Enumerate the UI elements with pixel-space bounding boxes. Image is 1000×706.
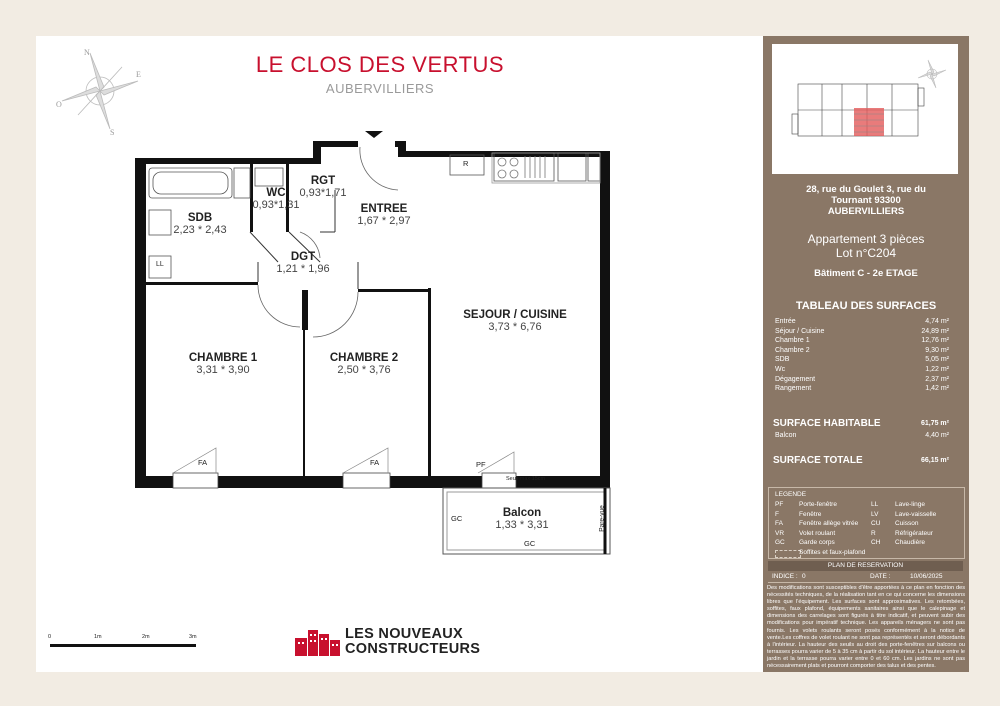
room-rgt: RGT 0,93*1,71 xyxy=(299,175,347,199)
surface-totale: SURFACE TOTALE 66,15 m² xyxy=(773,455,949,466)
brand-logo xyxy=(295,626,505,656)
room-dgt: DGT 1,21 * 1,96 xyxy=(276,251,330,275)
label-pf: PF xyxy=(476,460,486,469)
legend: LEGENDE PF F FA VR GC Porte-fenêtre Fenêtre Fenêtre allège vitrée Volet roulant Garde corps Soffites et faux-plafond LL LV CU R CH Lave-linge Lave-vaisselle Cuisson Réfrigérateur Chaudière xyxy=(768,487,965,559)
address-line-1: 28, rue du Goulet 3, rue du xyxy=(806,184,926,195)
room-entree: ENTREE 1,67 * 2,97 xyxy=(357,203,411,227)
label-gc-bottom: GC xyxy=(524,539,536,548)
room-chambre1: CHAMBRE 1 3,31 * 3,90 xyxy=(188,352,258,376)
address-line-2: Tournant 93300 xyxy=(831,195,901,206)
surface-row: Séjour / Cuisine 24,89 m² xyxy=(775,327,949,335)
project-city: AUBERVILLIERS xyxy=(325,81,435,96)
indice-label: INDICE : xyxy=(772,573,798,580)
date-label: DATE : xyxy=(870,573,891,580)
soffite-swatch-icon xyxy=(775,550,801,558)
entrance-arrow-icon xyxy=(365,131,383,138)
scale-bar: 0 1m 2m 3m xyxy=(48,634,196,654)
label-seuil: Seuil max 15cm xyxy=(506,476,546,482)
label-fa-1: FA xyxy=(198,458,208,467)
plan-band: PLAN DE RESERVATION xyxy=(768,561,963,571)
project-title: LE CLOS DES VERTUS xyxy=(255,52,505,77)
building-logo-icon xyxy=(295,626,341,656)
surfaces-table xyxy=(775,317,949,394)
surface-row: Entrée 4,74 m² xyxy=(775,318,949,325)
brand-line-1: LES NOUVEAUX xyxy=(345,626,464,642)
room-sdb: SDB 2,23 * 2,43 xyxy=(173,212,227,236)
surface-row: Rangement 1,42 m² xyxy=(775,385,949,393)
surface-row: Chambre 2 9,30 m² xyxy=(775,346,949,354)
reservation-block xyxy=(768,561,963,583)
label-r: R xyxy=(463,159,469,168)
compass-e: E xyxy=(136,70,141,79)
building-key-plan xyxy=(772,44,958,174)
address xyxy=(770,184,962,217)
label-fa-2: FA xyxy=(370,458,380,467)
apartment-info xyxy=(770,232,962,260)
address-line-3: AUBERVILLIERS xyxy=(827,206,905,217)
label-gc-left: GC xyxy=(451,514,463,523)
compass-s: S xyxy=(110,128,115,137)
surface-row: SDB 5,05 m² xyxy=(775,356,949,364)
compass-o: O xyxy=(56,100,62,109)
legend-title: LEGENDE xyxy=(775,491,807,498)
indice-value: 0 xyxy=(802,573,806,580)
surface-row: Chambre 1 12,76 m² xyxy=(775,337,949,345)
disclaimer: Des modifications sont susceptibles d'être apportées à ce plan en fonction des nécessités techniques, de la réalisation tant en ce qui concerne les dimensions libres que l'équipement. Les surfaces sont approximatives. Les retombées, soffites, faux plafond, équipements sanitaires ainsi que le calepinage et dimensions des carrelages sont figurés à titre indicatif, et peuvent subir des modifications pour impératif technique. Les appareils ménagers ne sont pas fournis. Les volets roulants seront posés conformément à la notice de vente.Les coffres de volet roulant ne sont pas représentés et seront débordants à l'intérieur. La hauteur des seuils au droit des porte-fenêtres sur balcons ou terrasses pourra varier de 5 à 35 cm à partir du sol intérieur. La hauteur entre le jardin et la terrasse pourra varier entre 0 et 60 cm. Les jardins ne sont pas nécessairement plats et pourront comporter des talus et des pentes. xyxy=(767,585,965,670)
room-wc: WC 0,93*1,31 xyxy=(252,187,300,211)
surface-habitable: SURFACE HABITABLE 61,75 m² xyxy=(773,418,949,429)
room-chambre2: CHAMBRE 2 2,50 * 3,76 xyxy=(329,352,399,376)
brand-line-2: CONSTRUCTEURS xyxy=(345,641,481,657)
room-sejour: SEJOUR / CUISINE 3,73 * 6,76 xyxy=(463,309,567,333)
surfaces-table-title: TABLEAU DES SURFACES xyxy=(795,300,937,312)
label-pare-vue: Pare-vue xyxy=(598,505,606,532)
date-value: 10/06/2025 xyxy=(910,573,943,580)
apartment-lot: Lot n°C204 xyxy=(835,246,897,260)
surface-row: Dégagement 2,37 m² xyxy=(775,375,949,383)
apartment-type: Appartement 3 pièces xyxy=(807,232,925,246)
surface-balcon: Balcon 4,40 m² xyxy=(775,432,949,439)
surface-row: Wc 1,22 m² xyxy=(775,365,949,373)
compass-n: N xyxy=(84,48,90,57)
label-ll: LL xyxy=(156,261,164,268)
room-balcon: Balcon 1,33 * 3,31 xyxy=(495,507,549,531)
building-floor: Bâtiment C - 2e ETAGE xyxy=(814,268,918,279)
